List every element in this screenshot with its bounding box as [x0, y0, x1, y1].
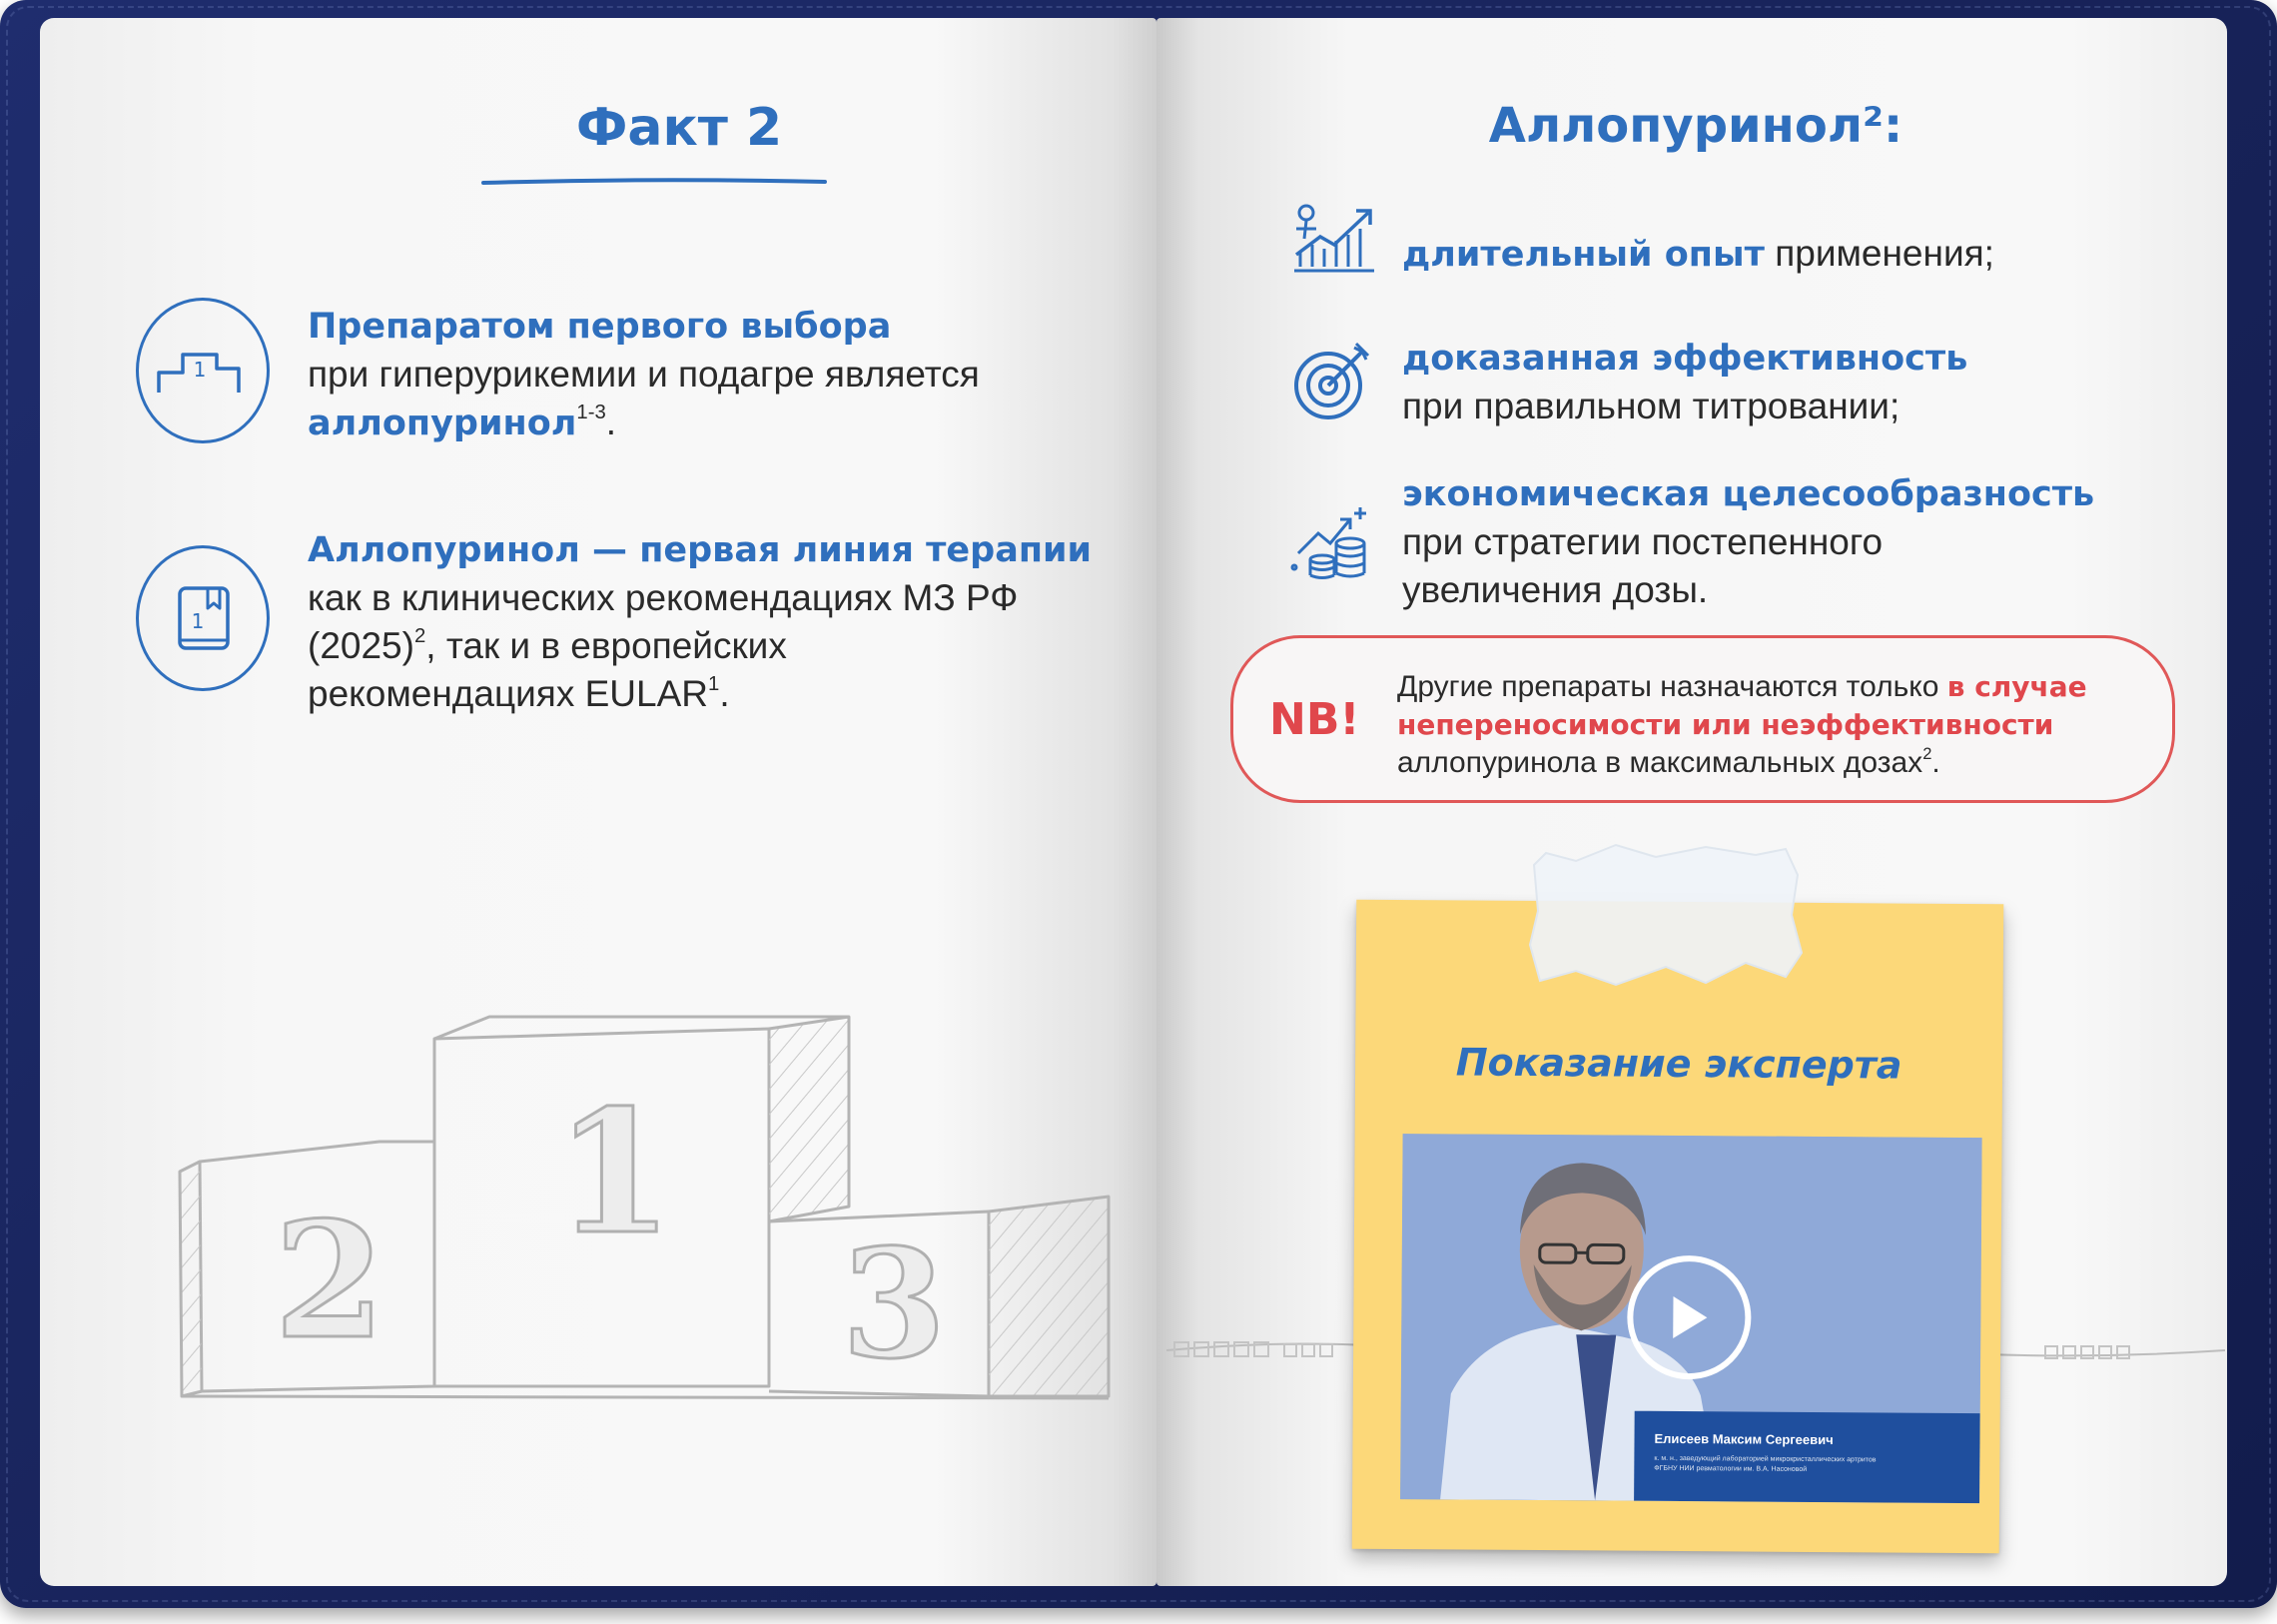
podium-second: 2	[274, 1187, 385, 1374]
fact-2-line-3a: (2025)	[308, 625, 414, 666]
nb-line-3-sup: 2	[1922, 744, 1932, 763]
fact-2-line-4a: рекомендациях EULAR	[308, 673, 709, 714]
fact-1-strong2: аллопуринол	[308, 404, 577, 443]
expert-video-player[interactable]	[1400, 1134, 1982, 1503]
item-3-text-2: увеличения дозы.	[1402, 569, 1709, 610]
tape-strip	[1516, 835, 1816, 995]
nb-line-2: непереносимости или неэффективности	[1397, 708, 2054, 741]
fact-1-tail: .	[605, 402, 617, 442]
nb-line-3a: аллопуринола в максимальных дозах	[1397, 746, 1923, 779]
expert-role-2: ФГБНУ НИИ ревматологии им. В.А. Насоновой	[1654, 1464, 1808, 1473]
item-2-strong: доказанная эффективность	[1402, 339, 1968, 379]
sticky-title: Показание эксперта	[1455, 1040, 1902, 1088]
book-icon	[136, 545, 270, 691]
podium-third: 3	[841, 1217, 947, 1392]
svg-text:1: 1	[193, 358, 207, 382]
expert-role-1: к. м. н., заведующий лабораторией микрокристаллических артритов	[1654, 1454, 1877, 1464]
fact-2-line-3b: , так и в европейских	[425, 625, 787, 666]
play-icon	[1667, 1292, 1711, 1342]
nb-callout	[1230, 635, 2175, 803]
item-3-strong: экономическая целесообразность	[1402, 474, 2095, 514]
nb-line-1b: в случае	[1946, 670, 2087, 703]
fact-block-2	[308, 525, 1146, 718]
podium-icon	[136, 298, 270, 443]
title-underline	[479, 176, 829, 188]
expert-sticky-note	[1352, 900, 2004, 1554]
nb-text	[1397, 668, 2156, 782]
fact-2-line-3-sup: 2	[413, 624, 426, 647]
video-caption	[1634, 1411, 1980, 1503]
allopurinol-item-1	[1402, 230, 2201, 279]
podium-sketch	[150, 957, 1138, 1416]
target-icon	[1290, 340, 1374, 423]
svg-text:1: 1	[191, 609, 205, 633]
coins-growth-icon	[1288, 503, 1378, 583]
fact-1-text: при гиперурикемии и подагре является	[308, 354, 980, 395]
page-title: Аллопуринол²:	[1488, 98, 1903, 154]
fact-2-line-4b: .	[719, 673, 730, 714]
nb-label: NB!	[1269, 694, 1360, 745]
fact-2-line-4-sup: 1	[708, 672, 720, 695]
allopurinol-item-2	[1402, 334, 2201, 430]
expert-name: Елисеев Максим Сергеевич	[1654, 1430, 1834, 1448]
item-1-strong: длительный опыт	[1402, 235, 1765, 275]
item-1-text: применения;	[1775, 233, 1994, 274]
nb-line-1a: Другие препараты назначаются только	[1397, 670, 1939, 703]
page-title: Факт 2	[575, 98, 783, 158]
podium-first: 1	[554, 1073, 674, 1272]
nb-line-3b: .	[1931, 746, 1940, 779]
play-button[interactable]	[1627, 1255, 1752, 1380]
right-page	[1156, 18, 2227, 1586]
fact-1-sup: 1-3	[576, 401, 606, 423]
allopurinol-item-3	[1402, 469, 2201, 614]
fact-block-1	[308, 302, 1107, 447]
fact-2-line-2: как в клинических рекомендациях МЗ РФ	[308, 577, 1019, 618]
growth-chart-icon	[1290, 201, 1380, 281]
item-2-text: при правильном титровании;	[1402, 386, 1900, 426]
fact-2-strong: Аллопуринол — первая линия терапии	[308, 530, 1093, 570]
item-3-text-1: при стратегии постепенного	[1402, 521, 1884, 562]
fact-1-strong: Препаратом первого выбора	[308, 307, 892, 347]
left-page	[40, 18, 1156, 1586]
